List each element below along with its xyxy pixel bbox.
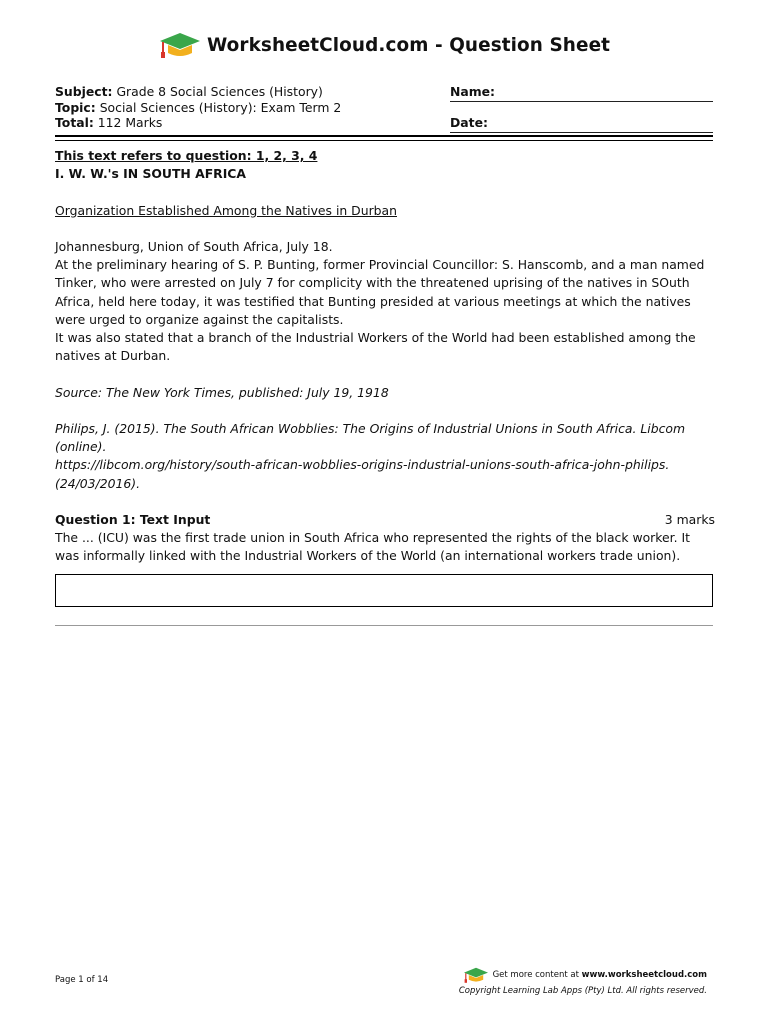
footer-website-link[interactable]: www.worksheetcloud.com bbox=[581, 970, 707, 980]
passage-subheadline: Organization Established Among the Natives in Durban bbox=[55, 202, 397, 218]
question-1-answer-input[interactable] bbox=[55, 574, 713, 607]
passage-citation: Philips, J. (2015). The South African Wobblies: The Origins of Industrial Unions in South Africa. Libcom (online). bbox=[55, 420, 686, 455]
footer-branding bbox=[455, 966, 707, 996]
passage-source: Source: The New York Times, published: July 19, 1918 bbox=[55, 384, 389, 400]
passage-dateline: Johannesburg, Union of South Africa, July 18. bbox=[55, 238, 333, 254]
total-label: Total: bbox=[55, 115, 94, 130]
footer-copyright: Copyright Learning Lab Apps (Pty) Ltd. All rights reserved. bbox=[458, 986, 707, 996]
name-field[interactable] bbox=[450, 84, 713, 102]
graduation-cap-icon bbox=[158, 30, 202, 60]
header-divider-thin bbox=[55, 140, 713, 141]
graduation-cap-icon bbox=[462, 966, 490, 984]
topic-value: Social Sciences (History): Exam Term 2 bbox=[99, 99, 342, 115]
passage bbox=[55, 147, 715, 607]
date-label: Date: bbox=[450, 115, 488, 130]
subject-value: Grade 8 Social Sciences (History) bbox=[116, 84, 323, 99]
question-1-header bbox=[55, 511, 715, 529]
page-number: Page 1 of 14 bbox=[55, 975, 109, 985]
passage-paragraph-1: At the preliminary hearing of S. P. Bunting, former Provincial Councillor: S. Hanscomb, and a man named Tinker, who were arrested on July 7 for complicity with the threatened uprising of the natives in SOuth Africa, held here today, it was testified that Bunting presided at various meetings at which the natives were urged to organize against the capitalists. bbox=[55, 257, 705, 327]
worksheet-meta bbox=[55, 84, 435, 131]
header-divider bbox=[55, 135, 713, 137]
footer-more-text: Get more content at bbox=[492, 970, 579, 980]
total-value: 112 Marks bbox=[97, 115, 163, 130]
topic-label: Topic: bbox=[55, 99, 96, 115]
passage-citation-date: (24/03/2016). bbox=[55, 475, 141, 491]
passage-reference: This text refers to question: 1, 2, 3, 4 bbox=[55, 148, 318, 163]
passage-paragraph-2: It was also stated that a branch of the Industrial Workers of the World had been established among the natives at Durban. bbox=[55, 330, 696, 364]
page-header bbox=[0, 30, 768, 60]
page-title: WorksheetCloud.com - Question Sheet bbox=[206, 34, 611, 56]
question-1-title: Question 1: Text Input bbox=[55, 511, 211, 527]
passage-headline: I. W. W.'s IN SOUTH AFRICA bbox=[55, 166, 246, 182]
name-label: Name: bbox=[450, 84, 496, 99]
subject-label: Subject: bbox=[55, 84, 113, 99]
question-1-text: The ... (ICU) was the first trade union in South Africa who represented the rights of the black worker. It was informally linked with the Industrial Workers of the World (an international workers trade union). bbox=[55, 530, 690, 564]
question-1-marks: 3 marks bbox=[664, 511, 715, 527]
passage-citation-url: https://libcom.org/history/south-african-wobblies-origins-industrial-unions-south-africa-john-philips. bbox=[55, 457, 670, 473]
date-field[interactable] bbox=[450, 115, 713, 133]
question-divider bbox=[55, 625, 713, 626]
